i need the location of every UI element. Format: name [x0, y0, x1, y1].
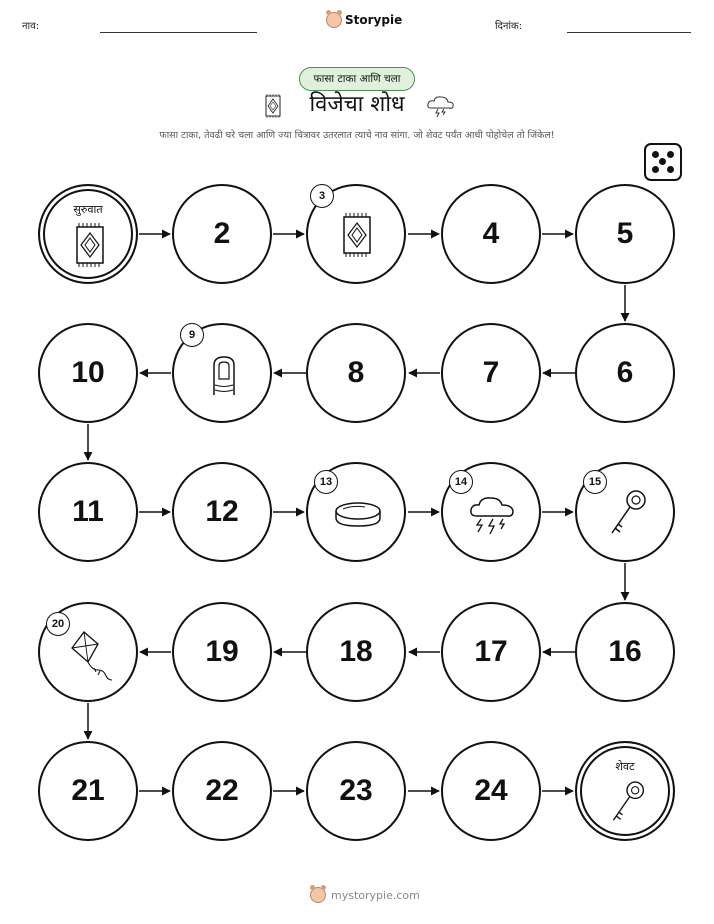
fingernail-icon: [208, 355, 240, 399]
brand-name: Storypie: [345, 13, 403, 27]
cell-tag: 15: [583, 470, 607, 494]
name-label: नाव:: [22, 21, 40, 32]
cell-end[interactable]: [575, 741, 675, 841]
cell-number: 2: [213, 217, 231, 250]
cell-8[interactable]: [306, 323, 406, 423]
cell-3[interactable]: [306, 184, 406, 284]
cell-tag: 14: [449, 470, 473, 494]
cell-number: 16: [608, 635, 642, 668]
cell-tag: 3: [310, 184, 334, 208]
cell-number: 4: [482, 217, 500, 250]
cell-11[interactable]: [38, 462, 138, 562]
cell-number: 8: [347, 356, 365, 389]
cell-number: 19: [205, 635, 239, 668]
cell-7[interactable]: [441, 323, 541, 423]
soap-bar-icon: [333, 500, 383, 530]
cell-number: 18: [339, 635, 373, 668]
bear-logo-icon: [310, 887, 326, 903]
cell-17[interactable]: [441, 602, 541, 702]
start-label: सुरुवात: [73, 203, 103, 216]
cell-number: 22: [205, 774, 239, 807]
storm-cloud-icon: [467, 492, 519, 536]
cell-6[interactable]: [575, 323, 675, 423]
cell-18[interactable]: [306, 602, 406, 702]
cell-21[interactable]: [38, 741, 138, 841]
cell-number: 24: [474, 774, 508, 807]
cell-4[interactable]: [441, 184, 541, 284]
key-icon: [605, 488, 649, 540]
cell-13[interactable]: [306, 462, 406, 562]
cell-12[interactable]: [172, 462, 272, 562]
cell-number: 11: [72, 495, 104, 528]
cell-24[interactable]: [441, 741, 541, 841]
cell-number: 5: [616, 217, 634, 250]
cell-number: 23: [339, 774, 373, 807]
end-label: शेवट: [615, 760, 635, 773]
cell-tag: 9: [180, 323, 204, 347]
kite-icon: [66, 630, 116, 686]
instructions: फासा टाका, तेवढी घरे चला आणि ज्या चित्रावर उतरलात त्याचे नाव सांगा. जो शेवट पर्यंत आधी पोहोचेल तो जिंकेल!: [159, 130, 555, 141]
cell-number: 10: [71, 356, 105, 389]
game-badge: फासा टाका आणि चला: [299, 67, 415, 91]
cell-number: 12: [205, 495, 239, 528]
cell-tag: 13: [314, 470, 338, 494]
rug-icon: [341, 212, 373, 258]
date-label: दिनांक:: [495, 21, 523, 32]
footer-url[interactable]: mystorypie.com: [331, 888, 420, 902]
cell-2[interactable]: [172, 184, 272, 284]
cell-start[interactable]: [38, 184, 138, 284]
cell-16[interactable]: [575, 602, 675, 702]
cell-5[interactable]: [575, 184, 675, 284]
cell-9[interactable]: [172, 323, 272, 423]
cell-14[interactable]: [441, 462, 541, 562]
cell-19[interactable]: [172, 602, 272, 702]
cell-number: 6: [616, 356, 634, 389]
cell-22[interactable]: [172, 741, 272, 841]
cell-20[interactable]: [38, 602, 138, 702]
cell-number: 7: [482, 356, 500, 389]
cell-10[interactable]: [38, 323, 138, 423]
key-icon: [607, 779, 647, 827]
cell-number: 17: [474, 635, 508, 668]
cell-15[interactable]: [575, 462, 675, 562]
cell-23[interactable]: [306, 741, 406, 841]
cell-number: 21: [71, 774, 105, 807]
footer: [310, 887, 420, 903]
rug-icon: [74, 222, 106, 268]
page-title: विजेचा शोध: [309, 92, 405, 117]
cell-tag: 20: [46, 612, 70, 636]
